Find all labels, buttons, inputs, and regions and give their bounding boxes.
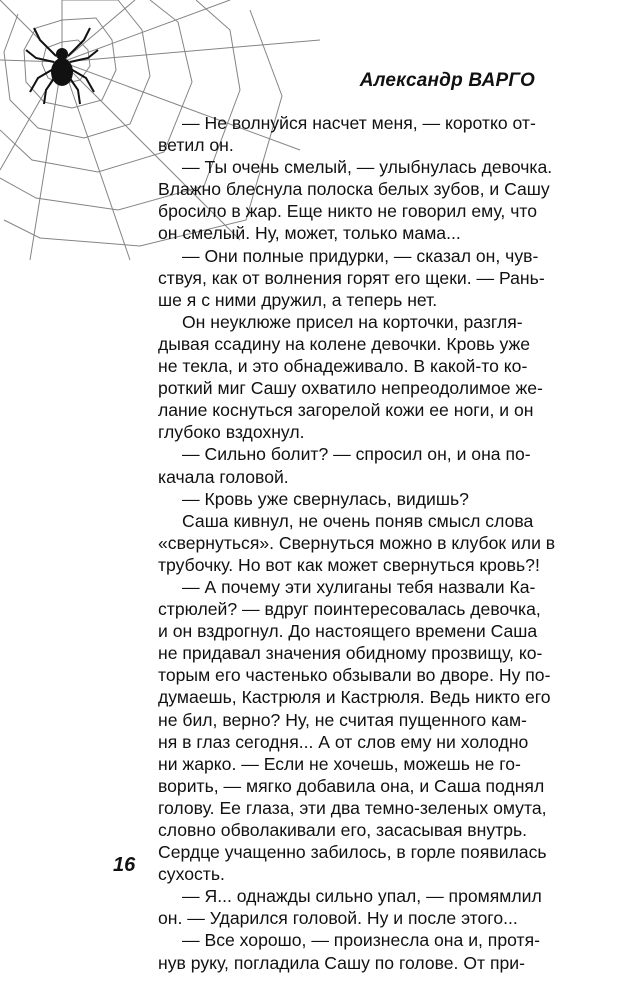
- text-line: ствуя, как от волнения горят его щеки. — Рань-: [158, 267, 545, 288]
- text-line: глубоко вздохнул.: [158, 422, 305, 443]
- text-line: нув руку, погладила Сашу по голове. От при-: [158, 952, 525, 973]
- text-line: — Сильно болит? — спросил он, и она по-: [182, 444, 531, 465]
- text-line: ше я с ними дружил, а теперь нет.: [158, 289, 438, 310]
- text-line: ни жарко. — Если не хочешь, можешь не го-: [158, 753, 521, 774]
- text-line: словно обволакивали его, засасывая внутрь.: [158, 820, 528, 840]
- text-line: ветил он.: [158, 135, 234, 156]
- page-number: 16: [113, 854, 136, 876]
- body-text: [158, 112, 556, 974]
- text-line: трубочку. Но вот как может свернуться кровь?!: [158, 554, 540, 575]
- text-line: ня в глаз сегодня... А от слов ему ни холодно: [158, 731, 529, 752]
- text-line: голову. Ее глаза, эти два темно-зеленых омута,: [158, 797, 547, 818]
- text-line: лание коснуться загорелой кожи ее ноги, и он: [158, 400, 534, 421]
- text-line: Саша кивнул, не очень поняв смысл слова: [182, 510, 534, 531]
- text-line: — Кровь уже свернулась, видишь?: [182, 488, 469, 509]
- text-line: сухость.: [158, 864, 225, 885]
- text-line: он смелый. Ну, может, только мама...: [158, 223, 461, 244]
- text-line: торым его частенько обзывали во дворе. Ну по-: [158, 665, 551, 686]
- text-line: бросило в жар. Еще никто не говорил ему, что: [158, 201, 538, 222]
- text-line: не бил, верно? Ну, не считая пущенного кам-: [158, 709, 527, 730]
- text-line: — Я... однажды сильно упал, — промямлил: [182, 886, 542, 907]
- text-line: Влажно блеснула полоска белых зубов, и Сашу: [158, 179, 550, 200]
- running-header-author: Александр ВАРГО: [359, 70, 535, 91]
- text-line: стрюлей? — вдруг поинтересовалась девочка,: [158, 599, 541, 620]
- text-line: Сердце учащенно забилось, в горле появилась: [158, 842, 547, 863]
- text-line: думаешь, Кастрюля и Кастрюля. Ведь никто его: [158, 687, 551, 708]
- text-line: — Не волнуйся насчет меня, — коротко от-: [182, 113, 536, 133]
- text-line: — Все хорошо, — произнесла она и, протя-: [182, 930, 540, 951]
- text-line: роткий миг Сашу охватило непреодолимое же-: [158, 378, 543, 399]
- text-line: — А почему эти хулиганы тебя назвали Ка-: [182, 576, 536, 597]
- text-line: он. — Ударился головой. Ну и после этого...: [158, 908, 518, 929]
- text-line: «свернуться». Свернуться можно в клубок или в: [158, 532, 556, 553]
- text-line: качала головой.: [158, 466, 289, 487]
- text-line: Он неуклюже присел на корточки, разгля-: [182, 311, 523, 332]
- text-line: дывая ссадину на колене девочки. Кровь уже: [158, 333, 531, 354]
- text-line: и он вздрогнул. До настоящего времени Саша: [158, 621, 538, 642]
- text-line: ворить, — мягко добавила она, и Саша поднял: [158, 775, 545, 796]
- text-line: — Они полные придурки, — сказал он, чув-: [182, 245, 539, 266]
- text-line: не текла, и это обнадеживало. В какой-то ко-: [158, 356, 528, 377]
- text-line: не придавал значения обидному прозвищу, ко-: [158, 643, 543, 664]
- text-line: — Ты очень смелый, — улыбнулась девочка.: [182, 157, 553, 178]
